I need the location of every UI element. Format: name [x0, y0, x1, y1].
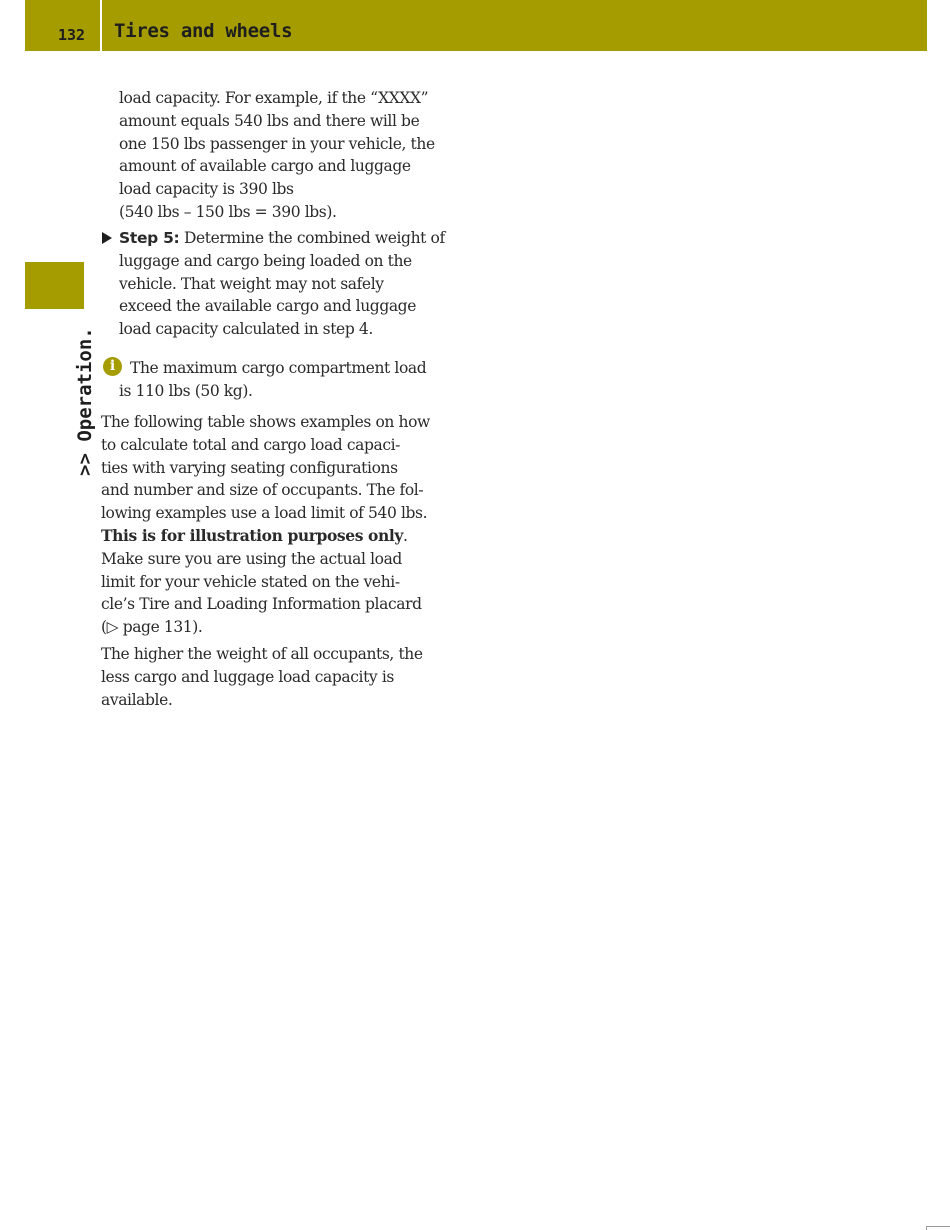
- text-line: Make sure you are using the actual load: [101, 549, 402, 568]
- text-line: load capacity is 390 lbs: [119, 180, 294, 199]
- page-number: 132: [58, 26, 86, 44]
- text-line: load capacity calculated in step 4.: [119, 320, 373, 339]
- page-reference-link[interactable]: (▷ page 131).: [101, 618, 203, 637]
- text-line: ties with varying seating configurations: [101, 458, 398, 477]
- step5-first-text: Determine the combined weight of: [179, 229, 445, 247]
- info-note-line-1: The maximum cargo compartment load: [130, 359, 427, 377]
- text-line: vehicle. That weight may not safely: [119, 274, 384, 293]
- info-icon: i: [103, 357, 122, 376]
- bullet-arrow-icon: [102, 232, 112, 244]
- illustration-note-suffix: .: [402, 526, 408, 545]
- text-line: amount equals 540 lbs and there will be: [119, 111, 420, 130]
- illustration-note: This is for illustration purposes only: [101, 525, 403, 545]
- header-divider: [100, 0, 102, 51]
- section-tab-marker: [25, 262, 84, 309]
- emphasis-line: [101, 525, 430, 548]
- text-line: The higher the weight of all occupants, the: [101, 645, 423, 663]
- page-title: Tires and wheels: [114, 20, 293, 42]
- paragraph-load-examples: [101, 411, 430, 639]
- step5: [119, 227, 445, 341]
- text-line: exceed the available cargo and luggage: [119, 297, 416, 316]
- paragraph-occupant-weight: [101, 643, 423, 711]
- step5-first-line: [119, 227, 445, 250]
- text-line: cle’s Tire and Loading Information placard: [101, 595, 422, 614]
- text-line: less cargo and luggage load capacity is: [101, 667, 394, 686]
- step5-label: Step 5:: [119, 229, 180, 247]
- text-line: and number and size of occupants. The fol-: [101, 481, 424, 500]
- text-line: to calculate total and cargo load capaci-: [101, 435, 400, 454]
- text-line: luggage and cargo being loaded on the: [119, 251, 412, 270]
- text-line: available.: [101, 690, 173, 709]
- text-line: lowing examples use a load limit of 540 lbs.: [101, 504, 428, 523]
- crop-mark: [926, 1226, 950, 1230]
- text-line: amount of available cargo and luggage: [119, 157, 411, 176]
- text-line: (540 lbs – 150 lbs = 390 lbs).: [119, 202, 337, 221]
- section-label: >> Operation.: [74, 327, 96, 476]
- info-note-line-2: is 110 lbs (50 kg).: [119, 382, 253, 400]
- text-line: one 150 lbs passenger in your vehicle, the: [119, 134, 435, 153]
- text-line: load capacity. For example, if the “XXXX”: [119, 89, 429, 107]
- text-line: The following table shows examples on how: [101, 413, 430, 431]
- text-line: limit for your vehicle stated on the vehi-: [101, 572, 400, 591]
- step4-continued: [119, 87, 435, 224]
